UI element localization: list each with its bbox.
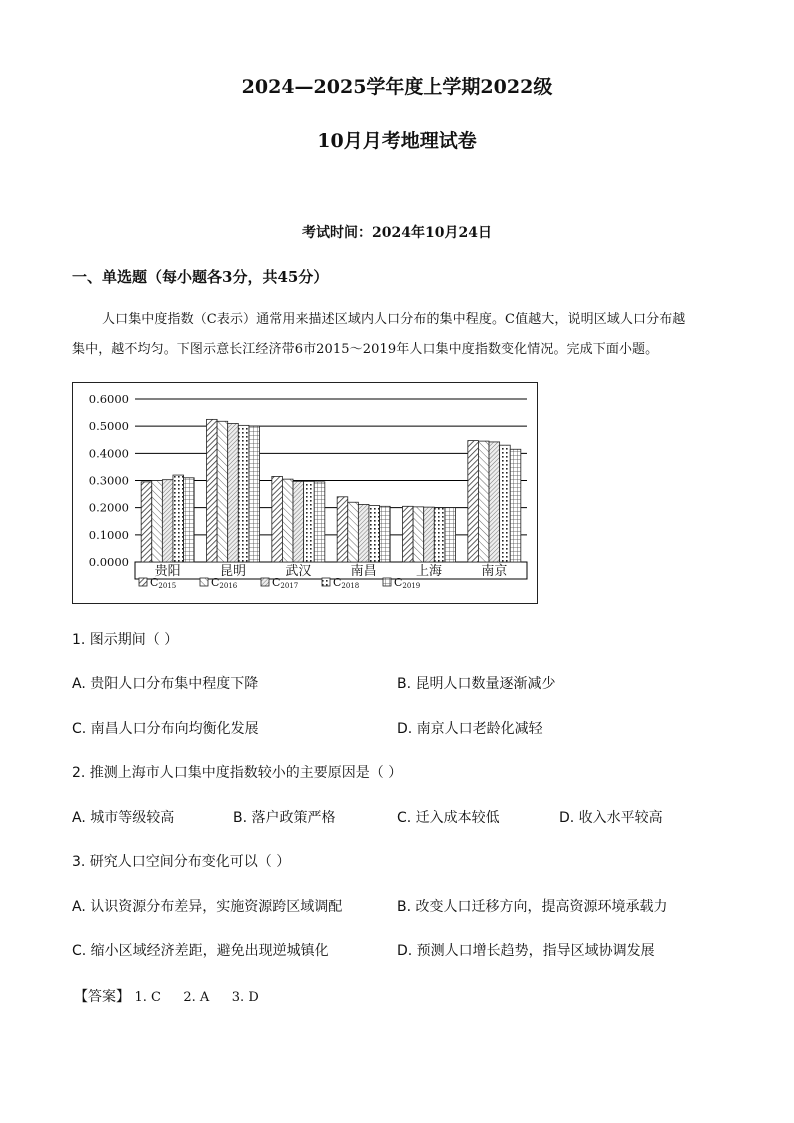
question-3-option-b[interactable]: B. 改变人口迁移方向，提高资源环境承载力 — [397, 899, 668, 915]
bar-C2019-昆明 — [249, 426, 260, 562]
question-1-option-b[interactable]: B. 昆明人口数量逐渐减少 — [397, 676, 556, 692]
x-tick-label: 南昌 — [350, 564, 377, 579]
answer-item-2: 2. A — [183, 990, 210, 1005]
bar-C2015-南京 — [468, 441, 479, 562]
legend-label-3: C2018 — [333, 576, 360, 590]
answer-block — [74, 986, 259, 1006]
bar-C2015-南昌 — [337, 497, 348, 562]
bar-C2017-贵阳 — [162, 480, 173, 562]
question-3-option-d[interactable]: D. 预测人口增长趋势，指导区域协调发展 — [397, 943, 655, 959]
question-3-option-c[interactable]: C. 缩小区域经济差距，避免出现逆城镇化 — [72, 943, 329, 959]
bar-C2018-南昌 — [369, 505, 380, 562]
bar-C2016-南京 — [478, 441, 489, 562]
bar-C2015-昆明 — [207, 419, 218, 562]
bar-C2019-南京 — [510, 449, 521, 562]
legend-swatch-2 — [261, 578, 269, 586]
bar-C2019-武汉 — [314, 482, 325, 562]
bar-C2016-南昌 — [348, 502, 359, 562]
question-1-option-a[interactable]: A. 贵阳人口分布集中程度下降 — [72, 676, 259, 692]
bar-C2018-贵阳 — [173, 475, 184, 562]
x-tick-label: 贵阳 — [154, 564, 181, 579]
question-2-stem: 2. 推测上海市人口集中度指数较小的主要原因是（ ） — [72, 765, 403, 781]
question-2-option-b[interactable]: B. 落户政策严格 — [233, 810, 336, 826]
y-tick-label: 0.6000 — [88, 392, 129, 406]
bar-C2018-南京 — [500, 445, 511, 562]
legend-label-1: C2016 — [211, 576, 238, 590]
legend-swatch-1 — [200, 578, 208, 586]
x-tick-label: 南京 — [481, 564, 508, 579]
bar-C2017-武汉 — [293, 481, 304, 562]
population-concentration-chart — [72, 382, 538, 604]
section-heading: 一、单选题（每小题各3分，共45分） — [72, 268, 329, 286]
y-tick-label: 0.2000 — [88, 500, 129, 515]
bar-C2017-上海 — [424, 507, 435, 562]
bar-C2019-贵阳 — [184, 478, 195, 562]
question-2-option-d[interactable]: D. 收入水平较高 — [559, 810, 663, 826]
bar-C2019-上海 — [445, 508, 456, 562]
answer-label: 【答案】 — [74, 989, 130, 1005]
bar-C2019-南昌 — [380, 506, 391, 562]
legend-label-0: C2015 — [150, 576, 177, 590]
y-tick-label: 0.5000 — [88, 419, 129, 434]
chart-svg — [73, 383, 537, 603]
question-2-option-a[interactable]: A. 城市等级较高 — [72, 810, 175, 826]
y-tick-label: 0.4000 — [88, 446, 129, 461]
question-3-option-a[interactable]: A. 认识资源分布差异，实施资源跨区域调配 — [72, 899, 343, 915]
category-axis-band — [135, 562, 527, 579]
bar-C2015-上海 — [403, 506, 414, 562]
answer-item-1: 1. C — [134, 990, 161, 1005]
bar-C2016-武汉 — [282, 479, 293, 562]
bar-C2018-上海 — [434, 508, 445, 562]
answer-item-3: 3. D — [231, 990, 259, 1005]
legend-label-4: C2019 — [394, 576, 421, 590]
legend-swatch-3 — [322, 578, 330, 586]
title-line-2: 10月月考地理试卷 — [317, 130, 477, 152]
x-tick-label: 上海 — [415, 564, 443, 579]
intro-line-1: 人口集中度指数（C表示）通常用来描述区域内人口分布的集中程度。C值越大，说明区域人口分布越 — [102, 312, 686, 327]
question-2-option-c[interactable]: C. 迁入成本较低 — [397, 810, 500, 826]
intro-line-2: 集中，越不均匀。下图示意长江经济带6市2015～2019年人口集中度指数变化情况。完成下面小题。 — [72, 342, 659, 357]
bar-C2017-昆明 — [228, 423, 239, 562]
question-1-stem: 1. 图示期间（ ） — [72, 632, 179, 648]
bar-C2018-昆明 — [238, 425, 249, 562]
legend-swatch-0 — [139, 578, 147, 586]
bar-C2016-昆明 — [217, 421, 228, 562]
legend-swatch-4 — [383, 578, 391, 586]
exam-time: 考试时间：2024年10月24日 — [302, 225, 492, 241]
bar-C2017-南昌 — [358, 504, 369, 562]
question-1-option-d[interactable]: D. 南京人口老龄化减轻 — [397, 721, 543, 737]
title-line-1: 2024—2025学年度上学期2022级 — [241, 76, 553, 98]
y-tick-label: 0.0000 — [88, 555, 129, 569]
bar-C2016-贵阳 — [152, 481, 163, 563]
bar-C2018-武汉 — [304, 481, 315, 562]
bar-C2015-贵阳 — [141, 482, 152, 562]
x-tick-label: 昆明 — [219, 564, 247, 579]
legend-label-2: C2017 — [272, 576, 299, 590]
bar-C2017-南京 — [489, 442, 500, 562]
question-3-stem: 3. 研究人口空间分布变化可以（ ） — [72, 854, 291, 870]
y-tick-label: 0.1000 — [88, 527, 129, 542]
x-tick-label: 武汉 — [285, 564, 312, 579]
bar-C2015-武汉 — [272, 476, 283, 562]
question-1-option-c[interactable]: C. 南昌人口分布向均衡化发展 — [72, 721, 259, 737]
y-tick-label: 0.3000 — [88, 473, 129, 488]
bar-C2016-上海 — [413, 507, 424, 562]
